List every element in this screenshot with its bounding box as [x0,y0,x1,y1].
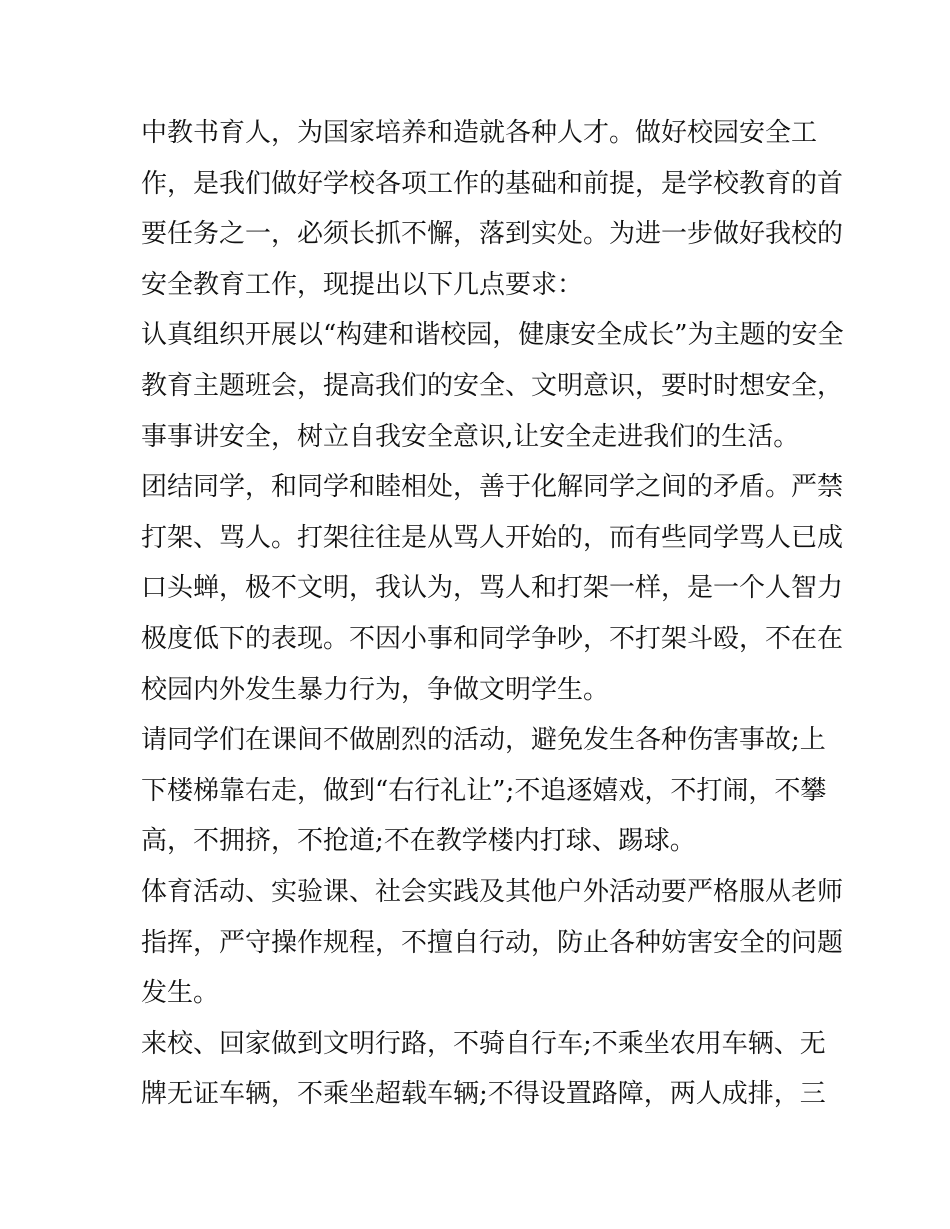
text-line: 高，不拥挤，不抢道;不在教学楼内打球、踢球。 [141,826,696,857]
text-line: 极度低下的表现。不因小事和同学争吵，不打架斗殴，不在在 [141,623,844,654]
text-line: 下楼梯靠右走，做到“右行礼让”;不追逐嬉戏，不打闹，不攀 [141,775,827,806]
text-line: 认真组织开展以“构建和谐校园，健康安全成长”为主题的安全 [141,320,844,351]
text-line: 体育活动、实验课、社会实践及其他户外活动要严格服从老师 [141,876,844,907]
text-line: 指挥，严守操作规程，不擅自行动，防止各种妨害安全的问题 [141,927,844,958]
text-line: 事事讲安全，树立自我安全意识,让安全走进我们的生活。 [141,421,800,452]
text-line: 发生。 [141,978,220,1009]
text-line: 口头蝉，极不文明，我认为，骂人和打架一样，是一个人智力 [141,573,844,604]
text-line: 中教书育人，为国家培养和造就各种人才。做好校园安全工 [141,118,818,148]
text-line: 请同学们在课间不做剧烈的活动，避免发生各种伤害事故;上 [141,725,826,756]
text-line: 作，是我们做好学校各项工作的基础和前提，是学校教育的首 [141,168,844,199]
text-line: 打架、骂人。打架往往是从骂人开始的，而有些同学骂人已成 [141,522,844,553]
text-line: 教育主题班会，提高我们的安全、文明意识，要时时想安全， [141,370,844,401]
text-line: 团结同学，和同学和睦相处，善于化解同学之间的矛盾。严禁 [141,472,844,503]
text-line: 来校、回家做到文明行路，不骑自行车;不乘坐农用车辆、无 [141,1028,826,1059]
text-line: 要任务之一，必须长抓不懈，落到实处。为进一步做好我校的 [141,219,844,250]
body-text [141,108,844,1120]
text-line: 安全教育工作，现提出以下几点要求： [141,269,584,300]
text-line: 校园内外发生暴力行为，争做文明学生。 [141,674,610,705]
text-line: 牌无证车辆，不乘坐超载车辆;不得设置路障，两人成排，三 [141,1079,826,1110]
